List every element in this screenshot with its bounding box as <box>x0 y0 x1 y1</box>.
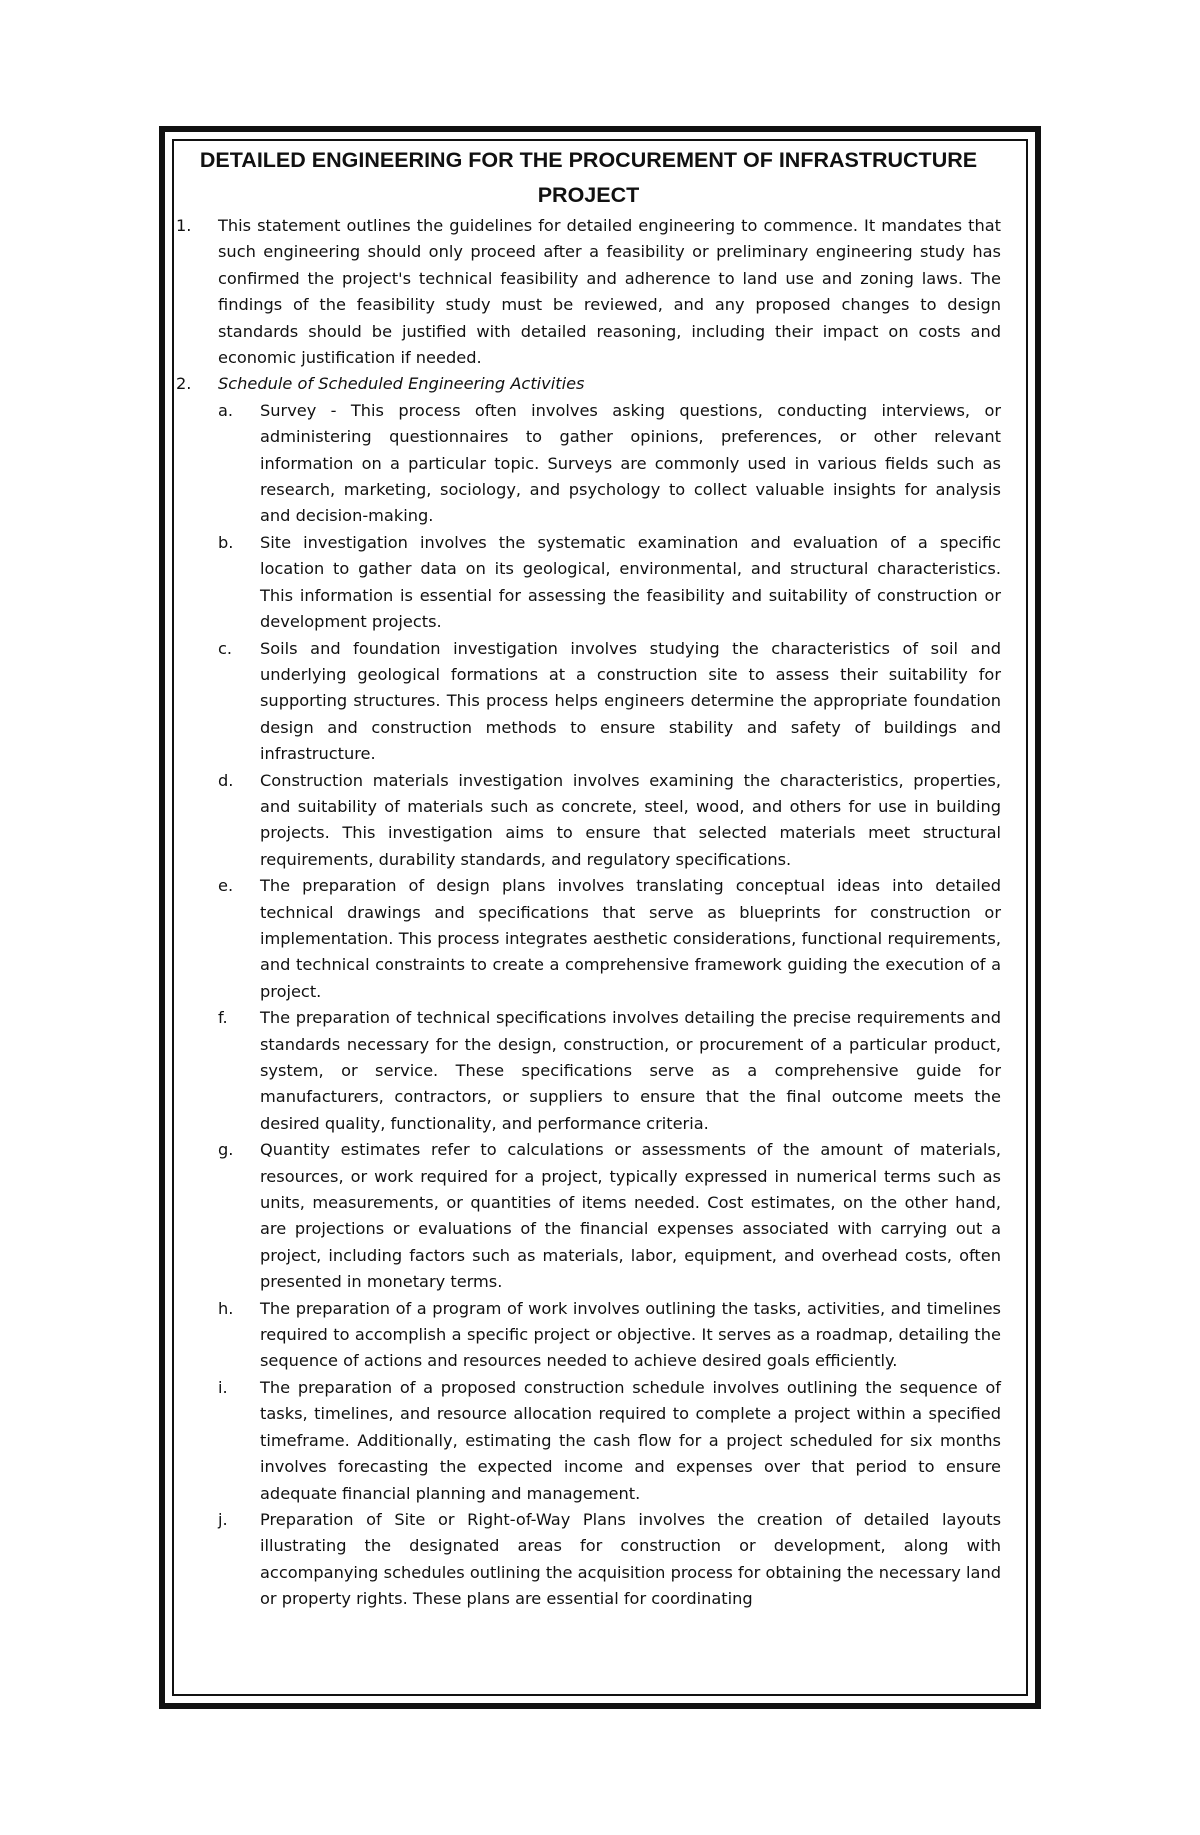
sub-item-text: The preparation of a program of work involves outlining the tasks, activities, and timelines required to accomplish a specific project or objective. It serves as a roadmap, detailing the sequence of actions and resources needed to achieve desired goals efficiently. <box>260 1298 1001 1371</box>
activities-sublist <box>218 398 1001 1613</box>
sub-item-letter: b. <box>218 532 234 552</box>
sub-item-text: The preparation of a proposed construction schedule involves outlining the sequence of tasks, timelines, and resource allocation required to complete a project within a specified timeframe. Additionally, estimating the cash flow for a project scheduled for six months involves forecasting the expected income and expenses over that period to ensure adequate financial planning and management. <box>260 1377 1001 1503</box>
item-text: This statement outlines the guidelines for detailed engineering to commence. It mandates that such engineering should only proceed after a feasibility or preliminary engineering study has confirmed the project's technical feasibility and adherence to land use and zoning laws. The findings of the feasibility study must be reviewed, and any proposed changes to design standards should be justified with detailed reasoning, including their impact on costs and economic justification if needed. <box>218 216 1001 368</box>
sub-item-b <box>218 530 1001 636</box>
sub-item-text: Soils and foundation investigation involves studying the characteristics of soil and underlying geological formations at a construction site to assess their suitability for supporting structures. This process helps engineers determine the appropriate foundation design and construction methods to ensure stability and safety of buildings and infrastructure. <box>260 638 1001 764</box>
sub-item-h <box>218 1296 1001 1375</box>
sub-item-text: The preparation of technical specifications involves detailing the precise requirements and standards necessary for the design, construction, or procurement of a particular product, system, or service. These specifications serve as a comprehensive guide for manufacturers, contractors, or suppliers to ensure that the final outcome meets the desired quality, functionality, and performance criteria. <box>260 1008 1001 1133</box>
sub-item-letter: j. <box>218 1509 228 1529</box>
sub-item-f <box>218 1005 1001 1137</box>
sub-item-j <box>218 1507 1001 1613</box>
sub-item-letter: c. <box>218 638 233 658</box>
sub-item-a <box>218 398 1001 530</box>
sub-item-letter: e. <box>218 876 234 896</box>
item-text: Schedule of Scheduled Engineering Activities <box>218 374 585 394</box>
sub-item-text: Survey - This process often involves asking questions, conducting interviews, or administering questionnaires to gather opinions, preferences, or other relevant information on a particular topic. Surveys are commonly used in various fields such as research, marketing, sociology, and psychology to collect valuable insights for analysis and decision-making. <box>260 400 1001 526</box>
sub-item-d <box>218 768 1001 874</box>
item-number: 2. <box>176 374 192 394</box>
sub-item-e <box>218 873 1001 1005</box>
sub-item-letter: a. <box>218 400 234 420</box>
sub-item-letter: g. <box>218 1140 234 1160</box>
sub-item-g <box>218 1137 1001 1295</box>
sub-item-text: Preparation of Site or Right-of-Way Plans involves the creation of detailed layouts illustrating the designated areas for construction or development, along with accompanying schedules outlining the acquisition process for obtaining the necessary land or property rights. These plans are essential for coordinating <box>260 1509 1001 1609</box>
sub-item-text: Construction materials investigation involves examining the characteristics, properties, and suitability of materials such as concrete, steel, wood, and others for use in building projects. This investigation aims to ensure that selected materials meet structural requirements, durability standards, and regulatory specifications. <box>260 770 1001 869</box>
sub-item-letter: d. <box>218 770 234 790</box>
sub-item-text: The preparation of design plans involves translating conceptual ideas into detailed technical drawings and specifications that serve as blueprints for construction or implementation. This process integrates aesthetic considerations, functional requirements, and technical constraints to create a comprehensive framework guiding the execution of a project. <box>260 876 1001 1001</box>
item-number: 1. <box>176 216 192 235</box>
sub-item-i <box>218 1375 1001 1507</box>
sub-item-letter: f. <box>218 1008 228 1028</box>
list-item-2 <box>176 371 1001 397</box>
sub-item-text: Site investigation involves the systematic examination and evaluation of a specific location to gather data on its geological, environmental, and structural characteristics. This information is essential for assessing the feasibility and suitability of construction or development projects. <box>260 532 1001 632</box>
document-title: DETAILED ENGINEERING FOR THE PROCUREMENT OF INFRASTRUCTURE PROJECT <box>199 148 978 207</box>
sub-item-c <box>218 636 1001 768</box>
list-item-1 <box>176 213 1001 371</box>
sub-item-letter: h. <box>218 1298 234 1318</box>
sub-item-letter: i. <box>218 1377 228 1397</box>
document-content <box>176 143 1001 1613</box>
sub-item-text: Quantity estimates refer to calculations or assessments of the amount of materials, resources, or work required for a project, typically expressed in numerical terms such as units, measurements, or quantities of items needed. Cost estimates, on the other hand, are projections or evaluations of the financial expenses associated with carrying out a project, including factors such as materials, labor, equipment, and overhead costs, often presented in monetary terms. <box>260 1140 1001 1292</box>
